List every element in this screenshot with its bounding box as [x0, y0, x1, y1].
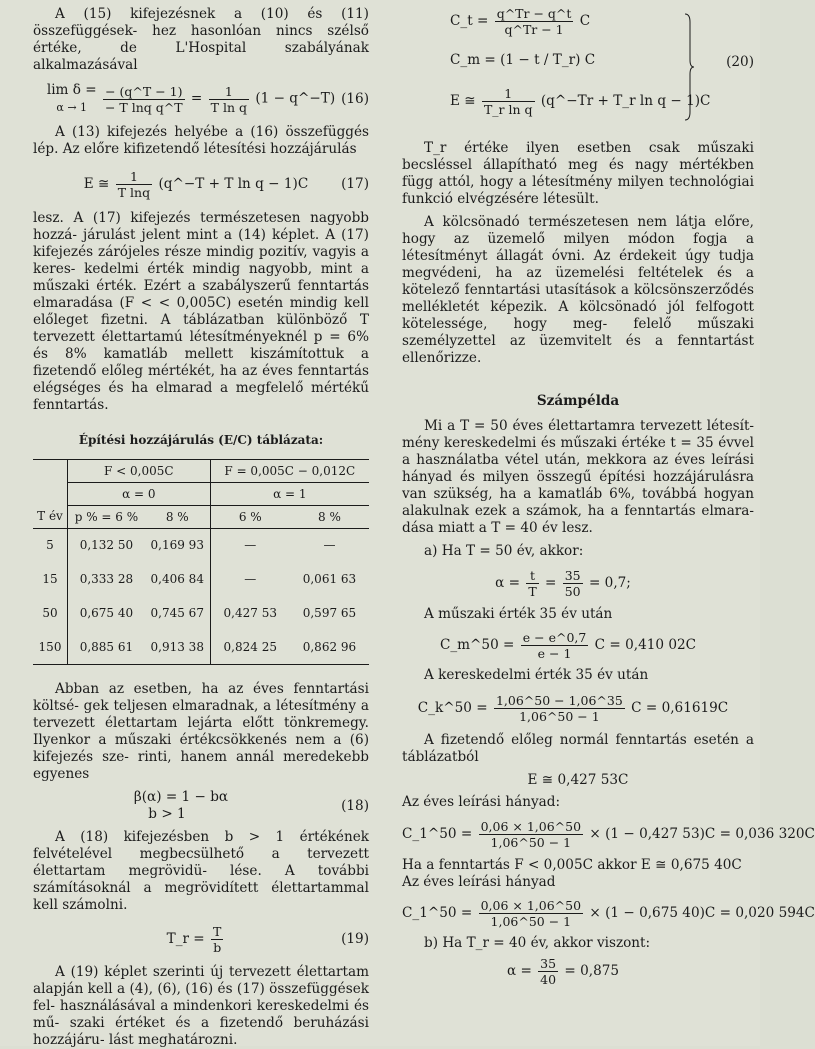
denominator: 1,06^50 − 1 [490, 834, 572, 850]
equation-number: (16) [341, 90, 369, 107]
equation-tail: (q^−Tr + T_r ln q − 1)C [540, 93, 711, 109]
denominator: 1,06^50 − 1 [490, 913, 572, 929]
equation-lhs: C_k^50 = [417, 699, 488, 716]
equation-tail: C = 0,410 02C [594, 636, 697, 653]
table-column-header: p % = 6 % [68, 506, 145, 529]
equation-cm [402, 623, 754, 667]
denominator: 40 [540, 971, 557, 987]
equation-lhs: C_t = [450, 13, 489, 29]
paragraph: A kölcsönadó természetesen nem látja előre, hogy az üzemelő milyen módon fogja a létesítményt állagát óvni. Az érdekeit úgy tudja megvédeni, ha az üzemelési feltételek és a kötelező fenntartási utasítások a kölcsönszerződés mellékletét képezik. A kölcsönadó jól felfogott kötelessége, hogy meg- felelő műszaki személyzettel az üzemvitelt és a fenntartást ellenőrizze. [402, 214, 754, 366]
equation-number: (19) [341, 930, 369, 947]
equation-alpha-b [402, 952, 754, 990]
case-line: b) Ha T_r = 40 év, akkor viszont: [424, 935, 651, 951]
equation-lhs: C_1^50 = [402, 825, 473, 842]
denominator: T lnq [117, 184, 151, 200]
equation-line: C_m = (1 − t / T_r) C [450, 52, 596, 68]
equation-tail: (1 − q^−T) [255, 90, 336, 107]
paragraph: A (18) kifejezésben b > 1 értékének felvételével megbecsülhető a tervezett élettartam megrövidü- lése. A további számításoknál a megrövidített élettartammal kell számolni. [33, 829, 369, 913]
lim-subscript: α → 1 [56, 101, 88, 114]
table-cell: 15 [42, 572, 58, 586]
numerator: 0,06 × 1,06^50 [480, 897, 582, 913]
equation-lhs: E ≅ [83, 175, 110, 192]
equals-sign: = [190, 90, 203, 107]
equation-line: β(α) = 1 − bα [133, 789, 229, 805]
equation-tail: × (1 − 0,427 53)C = 0,036 320C [589, 825, 815, 842]
equation-line: b > 1 [148, 806, 186, 822]
fraction [482, 86, 535, 117]
equation-lhs: E ≅ [450, 93, 476, 109]
table-cell: 0,406 84 [150, 572, 204, 586]
table-cell: 5 [46, 538, 54, 553]
table-cell: — [210, 563, 290, 597]
lim-symbol: lim δ = [46, 82, 97, 98]
table-cell: 0,427 53 [210, 597, 290, 631]
table-row [33, 563, 369, 597]
paragraph: Abban az esetben, ha az éves fenntartási költsé- gek teljesen elmaradnak, a létesítmény a tervezett élettartam lejárta előtt tönkremegy. Ilyenkor a műszaki értékcsökkenés nem a (6) kifejezés sze- rinti, hanem annál meredekebb egyenes [33, 681, 369, 782]
table-cell: 0,061 63 [302, 572, 357, 586]
numerator: t [526, 568, 538, 584]
equation-tail: = 0,875 [564, 962, 620, 979]
denominator: q^Tr − 1 [504, 22, 564, 37]
numerator: 0,06 × 1,06^50 [480, 818, 582, 834]
equation-number: (18) [341, 797, 369, 814]
equation-18 [33, 783, 369, 829]
label-line: A kereskedelmi érték 35 év után [424, 667, 649, 683]
fraction [538, 956, 558, 987]
table-cell: — [323, 538, 336, 553]
table-subgroup-header: α = 1 [210, 483, 369, 506]
denominator: − T lnq q^T [104, 99, 183, 115]
label-line: Az éves leírási hányad [402, 874, 556, 890]
equation-lhs: T_r = [166, 930, 205, 947]
equation-tail: C = 0,61619C [631, 699, 729, 716]
left-column [33, 6, 369, 1049]
table-row [33, 529, 369, 563]
table-row [33, 631, 369, 665]
table-column-header: 8 % [318, 509, 341, 524]
equation-number: (20) [726, 54, 754, 70]
table-cell: 50 [42, 606, 58, 620]
paragraph: A (13) kifejezés helyébe a (16) összefüggés lép. Az előre kifizetendő létesítési hozzájárulás [33, 124, 369, 157]
denominator: 50 [564, 583, 581, 599]
equation-lhs: α = [495, 574, 521, 591]
fraction [479, 819, 583, 850]
equation-tail: × (1 − 0,675 40)C = 0,020 594C [589, 904, 815, 921]
table-title: Építési hozzájárulás (E/C) táblázata: [78, 433, 324, 447]
label-line: A fizetendő előleg normál fenntartás esetén a táblázatból [402, 732, 754, 765]
equation-number: (17) [341, 175, 369, 192]
table-column-header: 8 % [165, 509, 189, 524]
table-cell: 0,675 40 [68, 597, 145, 631]
numerator: q^Tr − q^t [496, 6, 572, 21]
numerator: 1 [116, 169, 152, 185]
brace-decoration [684, 12, 694, 122]
numerator: − (q^T − 1) [103, 84, 185, 100]
fraction [521, 630, 589, 661]
equation-tail: C [579, 13, 591, 29]
table-subgroup-header: α = 0 [68, 483, 211, 506]
table-cell: 0,132 50 [68, 529, 145, 563]
paragraph: Mi a T = 50 éves élettartamra tervezett létesít- mény kereskedelmi és műszaki értéke t = 35 évvel a használatba vétel után, mekkora az éves leírási hányad és milyen összegű építési hozzájárulásra van szükség, ha a kamatláb 6%, továbbá hogyan alakulnak ezek a számok, ha a fenntartás elmara- dása miatt a T = 40 év lesz. [402, 418, 754, 536]
paragraph: A (19) képlet szerinti új tervezett élettartam alapján kell a (4), (6), (16) és (17) összefüggések fel- használásával a mindenkori kereskedelmi és mű- szaki értéket és a fizetendő beruházási hozzájáru- lást meghatározni. [33, 964, 369, 1048]
denominator: T ln q [210, 99, 247, 115]
fraction [563, 568, 583, 599]
section-heading: Számpélda [536, 393, 620, 409]
denominator: T [528, 583, 537, 599]
equation-lhs: C_m^50 = [439, 636, 515, 653]
table-cell: 150 [38, 639, 62, 654]
equation-16 [33, 74, 369, 124]
equals-sign: = [545, 574, 557, 591]
table-cell: 0,885 61 [68, 631, 145, 665]
table-cell: 0,333 28 [68, 563, 145, 597]
right-column [402, 6, 815, 990]
table-cell: 0,169 93 [150, 538, 204, 553]
table-column-header: T év [37, 509, 63, 524]
equation-tail: = 0,7; [588, 574, 631, 591]
numerator: 1 [482, 86, 535, 102]
equation-e [402, 766, 754, 794]
contribution-table [33, 459, 369, 665]
table-column-header: 6 % [210, 506, 290, 529]
table-cell: — [210, 529, 290, 563]
equation-h2 [402, 891, 815, 935]
table-cell: 0,824 25 [210, 631, 290, 665]
numerator: T [213, 923, 222, 939]
table-row [33, 597, 369, 631]
denominator: 1,06^50 − 1 [519, 708, 600, 724]
label-line: Ha a fenntartás F < 0,005C akkor E ≅ 0,675 40C [402, 857, 742, 873]
fraction [211, 924, 223, 955]
fraction [494, 693, 625, 724]
paragraph: A (15) kifejezésnek a (10) és (11) összefüggések- hez hasonlóan nincs szélső értéke, de L'Hospital szabályának alkalmazásával [33, 6, 369, 73]
label-line: A műszaki érték 35 év után [424, 606, 613, 622]
table-group-header: F < 0,005C [68, 460, 211, 483]
denominator: T_r ln q [483, 102, 533, 117]
table-group-header: F = 0,005C − 0,012C [210, 460, 369, 483]
table-cell: 0,597 65 [302, 606, 357, 620]
equation-line: E ≅ 0,427 53C [527, 771, 629, 788]
fraction [479, 898, 583, 929]
numerator: 1 [209, 84, 249, 100]
fraction [495, 6, 574, 37]
table-cell: 0,862 96 [302, 639, 357, 654]
equation-ck [402, 684, 754, 732]
numerator: 35 [540, 955, 557, 971]
equation-lhs: C_1^50 = [402, 904, 473, 921]
fraction [209, 84, 249, 115]
fraction [116, 169, 152, 200]
table-cell: 0,913 38 [150, 639, 204, 654]
paragraph: lesz. A (17) kifejezés természetesen nagyobb hozzá- járulást jelent mint a (14) képlet. A (17) kifejezés zárójeles része mindig pozitív, vagyis a keres- kedelmi érték mindig nagyobb, mint a műszaki érték. Ezért a szabályszerű fenntartás elmaradása (F < < 0,005C) esetén mindig kell előleget fizetni. A táblázatban különböző T tervezett élettartamú létesítményeknél p = 6% és 8% kamatláb mellett kiszámítottuk a fizetendő előleg mértékét, ha az éves fenntartás elégséges és ha elmarad a megfelelő mértékű fenntartás. [33, 210, 369, 413]
equation-alpha [402, 560, 754, 606]
denominator: e − 1 [537, 645, 572, 661]
numerator: 35 [564, 567, 581, 583]
numerator: e − e^0,7 [522, 629, 587, 645]
fraction [103, 84, 185, 115]
equation-19 [33, 914, 369, 964]
equation-lhs: α = [506, 962, 532, 979]
equation-h1 [402, 811, 815, 857]
case-line: a) Ha T = 50 év, akkor: [424, 543, 584, 559]
numerator: 1,06^50 − 1,06^35 [495, 692, 623, 708]
paragraph: T_r értéke ilyen esetben csak műszaki becsléssel állapítható meg és nagy mértékben függ attól, hogy a létesítmény milyen technológiai funkció elvégzésére létesült. [402, 140, 754, 207]
equation-tail: (q^−T + T ln q − 1)C [158, 175, 309, 192]
label-line: Az éves leírási hányad: [402, 794, 561, 810]
denominator: b [213, 939, 222, 955]
equation-20 [402, 6, 754, 130]
fraction [526, 568, 538, 599]
table-cell: 0,745 67 [150, 606, 204, 620]
equation-17 [33, 158, 369, 210]
